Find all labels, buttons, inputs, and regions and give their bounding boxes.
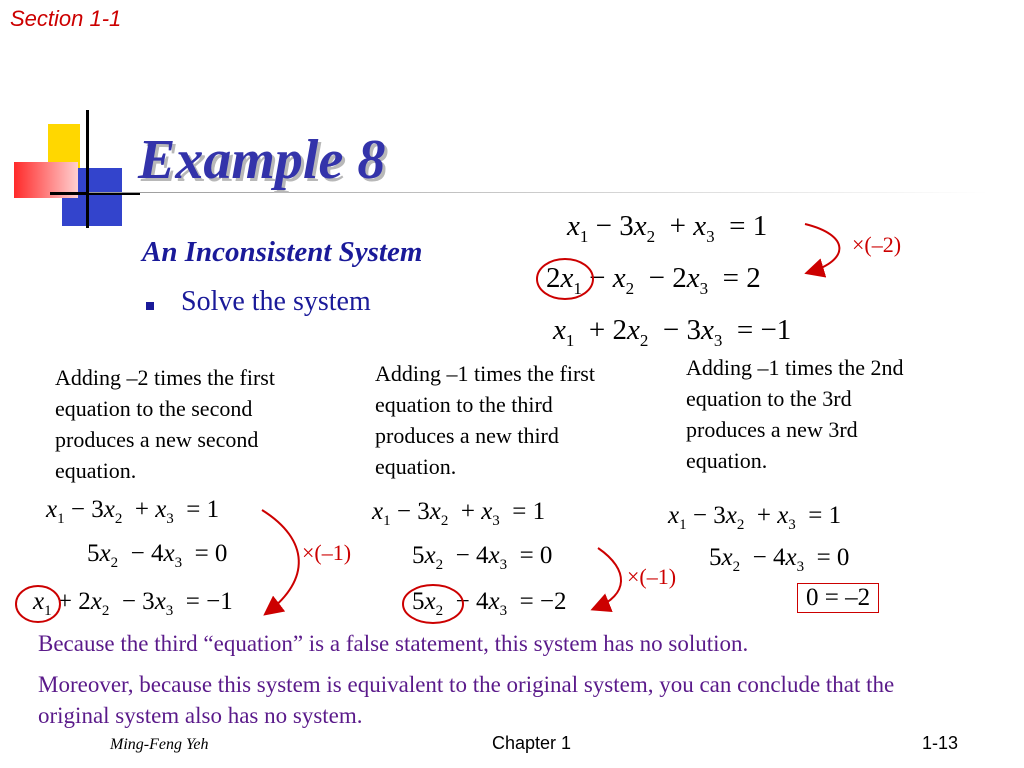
- step1-equation-2: $5x_2 - 4x_3 = 0$: [87, 540, 228, 571]
- step1-equation-1: $x_1 - 3x_2 + x_3 = 1$: [46, 496, 220, 527]
- step-caption: Adding –1 times the 2nd equation to the 3rd produces a new 3rd equation.: [686, 355, 904, 473]
- step3-equation-2: $5x_2 - 4x_3 = 0$: [709, 544, 850, 575]
- step1-equation-3: $x_1 + 2x_2 - 3x_3 = -1$: [33, 588, 233, 619]
- multiplier-label: ×(–2): [852, 232, 902, 257]
- conclusion-text: Moreover, because this system is equivalent to the original system, you can conclude that the original system also has no system.: [38, 672, 895, 728]
- section-label: Section 1-1: [10, 6, 122, 31]
- step3-equation-1: $x_1 - 3x_2 + x_3 = 1$: [668, 502, 842, 533]
- bullet-text: Solve the system: [181, 286, 371, 317]
- step-caption: Adding –1 times the first equation to the third produces a new third equation.: [375, 361, 595, 479]
- step2-equation-3: $5x_2 - 4x_3 = -2$: [412, 588, 567, 619]
- slide-title: Example 8: [138, 129, 386, 191]
- footer-chapter: Chapter 1: [492, 733, 572, 753]
- original-equation-3: $x_1 + 2x_2 - 3x_3 = -1$: [553, 314, 792, 350]
- step2-equation-1: $x_1 - 3x_2 + x_3 = 1$: [372, 498, 546, 529]
- subtitle: An Inconsistent System: [142, 236, 423, 268]
- multiplier-label: ×(–1): [302, 540, 352, 565]
- multiplier-label: ×(–1): [627, 564, 677, 589]
- footer-page-number: 1-13: [922, 733, 959, 753]
- conclusion-text: Because the third “equation” is a false statement, this system has no solution.: [38, 631, 749, 656]
- false-statement-box: 0 = –2: [797, 583, 879, 613]
- original-equation-1: $x_1 - 3x_2 + x_3 = 1$: [567, 210, 768, 246]
- original-equation-2: $2x_1 - x_2 - 2x_3 = 2$: [546, 262, 761, 298]
- step-caption: Adding –2 times the first equation to the second produces a new second equation.: [55, 365, 275, 483]
- step2-equation-2: $5x_2 - 4x_3 = 0$: [412, 542, 553, 573]
- footer-author: Ming-Feng Yeh: [110, 736, 209, 753]
